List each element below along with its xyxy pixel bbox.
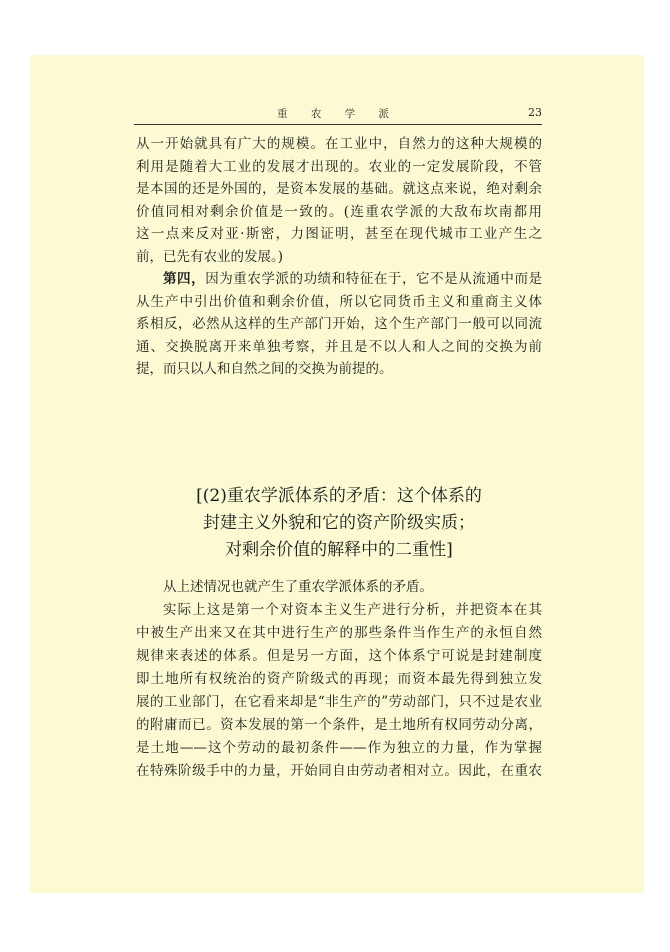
text-line: 从上述情况也就产生了重农学派体系的矛盾。 xyxy=(163,579,433,595)
text-line: 的附庸而已。资本发展的第一个条件，是土地所有权同劳动分离， xyxy=(136,717,542,733)
text-line: 提，而只以人和自然之间的交换为前提的。 xyxy=(136,361,393,377)
text-line: 即土地所有权统治的资产阶级式的再现；而资本最先得到独立发 xyxy=(136,671,542,687)
paragraph-lead: 第四， xyxy=(163,271,206,287)
section-heading xyxy=(136,483,542,564)
text-line: 利用是随着大工业的发展才出现的。农业的一定发展阶段，不管 xyxy=(136,158,542,175)
text-line: 从一开始就具有广大的规模。在工业中，自然力的这种大规模的 xyxy=(136,136,542,152)
body-section-2 xyxy=(136,576,542,783)
text-line: 规律来表述的体系。但是另一方面，这个体系宁可说是封建制度 xyxy=(136,648,542,664)
paragraph-first-line xyxy=(136,268,542,291)
text-line: 中被生产出来又在其中进行生产的那些条件当作生产的永恒自然 xyxy=(136,625,542,641)
page-header xyxy=(134,104,542,125)
running-title: 重 农 学 派 xyxy=(276,108,399,120)
body-section-1 xyxy=(136,133,542,381)
text-line: 在特殊阶级手中的力量，开始同自由劳动者相对立。因此，在重农 xyxy=(136,763,542,779)
heading-line-2: 封建主义外貌和它的资产阶级实质； xyxy=(203,513,475,533)
heading-line-3: 对剩余价值的解释中的二重性] xyxy=(225,540,453,560)
text-line: 从生产中引出价值和剩余价值，所以它同货币主义和重商主义体 xyxy=(136,293,542,310)
text-line: 系相反，必然从这样的生产部门开始，这个生产部门一般可以同流 xyxy=(136,316,542,332)
page-number: 23 xyxy=(528,106,542,119)
text-line: 是本国的还是外国的，是资本发展的基础。就这点来说，绝对剩余 xyxy=(136,181,542,197)
text-line: 前，已先有农业的发展。) xyxy=(136,248,284,265)
text-line: 价值同相对剩余价值是一致的。(连重农学派的大敌布坎南都用 xyxy=(136,203,542,220)
paragraph-first-line: 实际上这是第一个对资本主义生产进行分析，并把资本在其 xyxy=(163,602,542,618)
text-line: 展的工业部门，在它看来却是“非生产的”劳动部门，只不过是农业 xyxy=(136,694,542,710)
paragraph-lead-rest: 因为重农学派的功绩和特征在于，它不是从流通中而是 xyxy=(205,271,543,287)
text-line: 这一点来反对亚·斯密，力图证明，甚至在现代城市工业产生之 xyxy=(136,226,542,242)
heading-line-1: [(2)重农学派体系的矛盾：这个体系的 xyxy=(196,486,482,506)
text-line: 是土地——这个劳动的最初条件——作为独立的力量，作为掌握 xyxy=(136,740,542,756)
text-line: 通、交换脱离开来单独考察，并且是不以人和人之间的交换为前 xyxy=(136,338,542,355)
